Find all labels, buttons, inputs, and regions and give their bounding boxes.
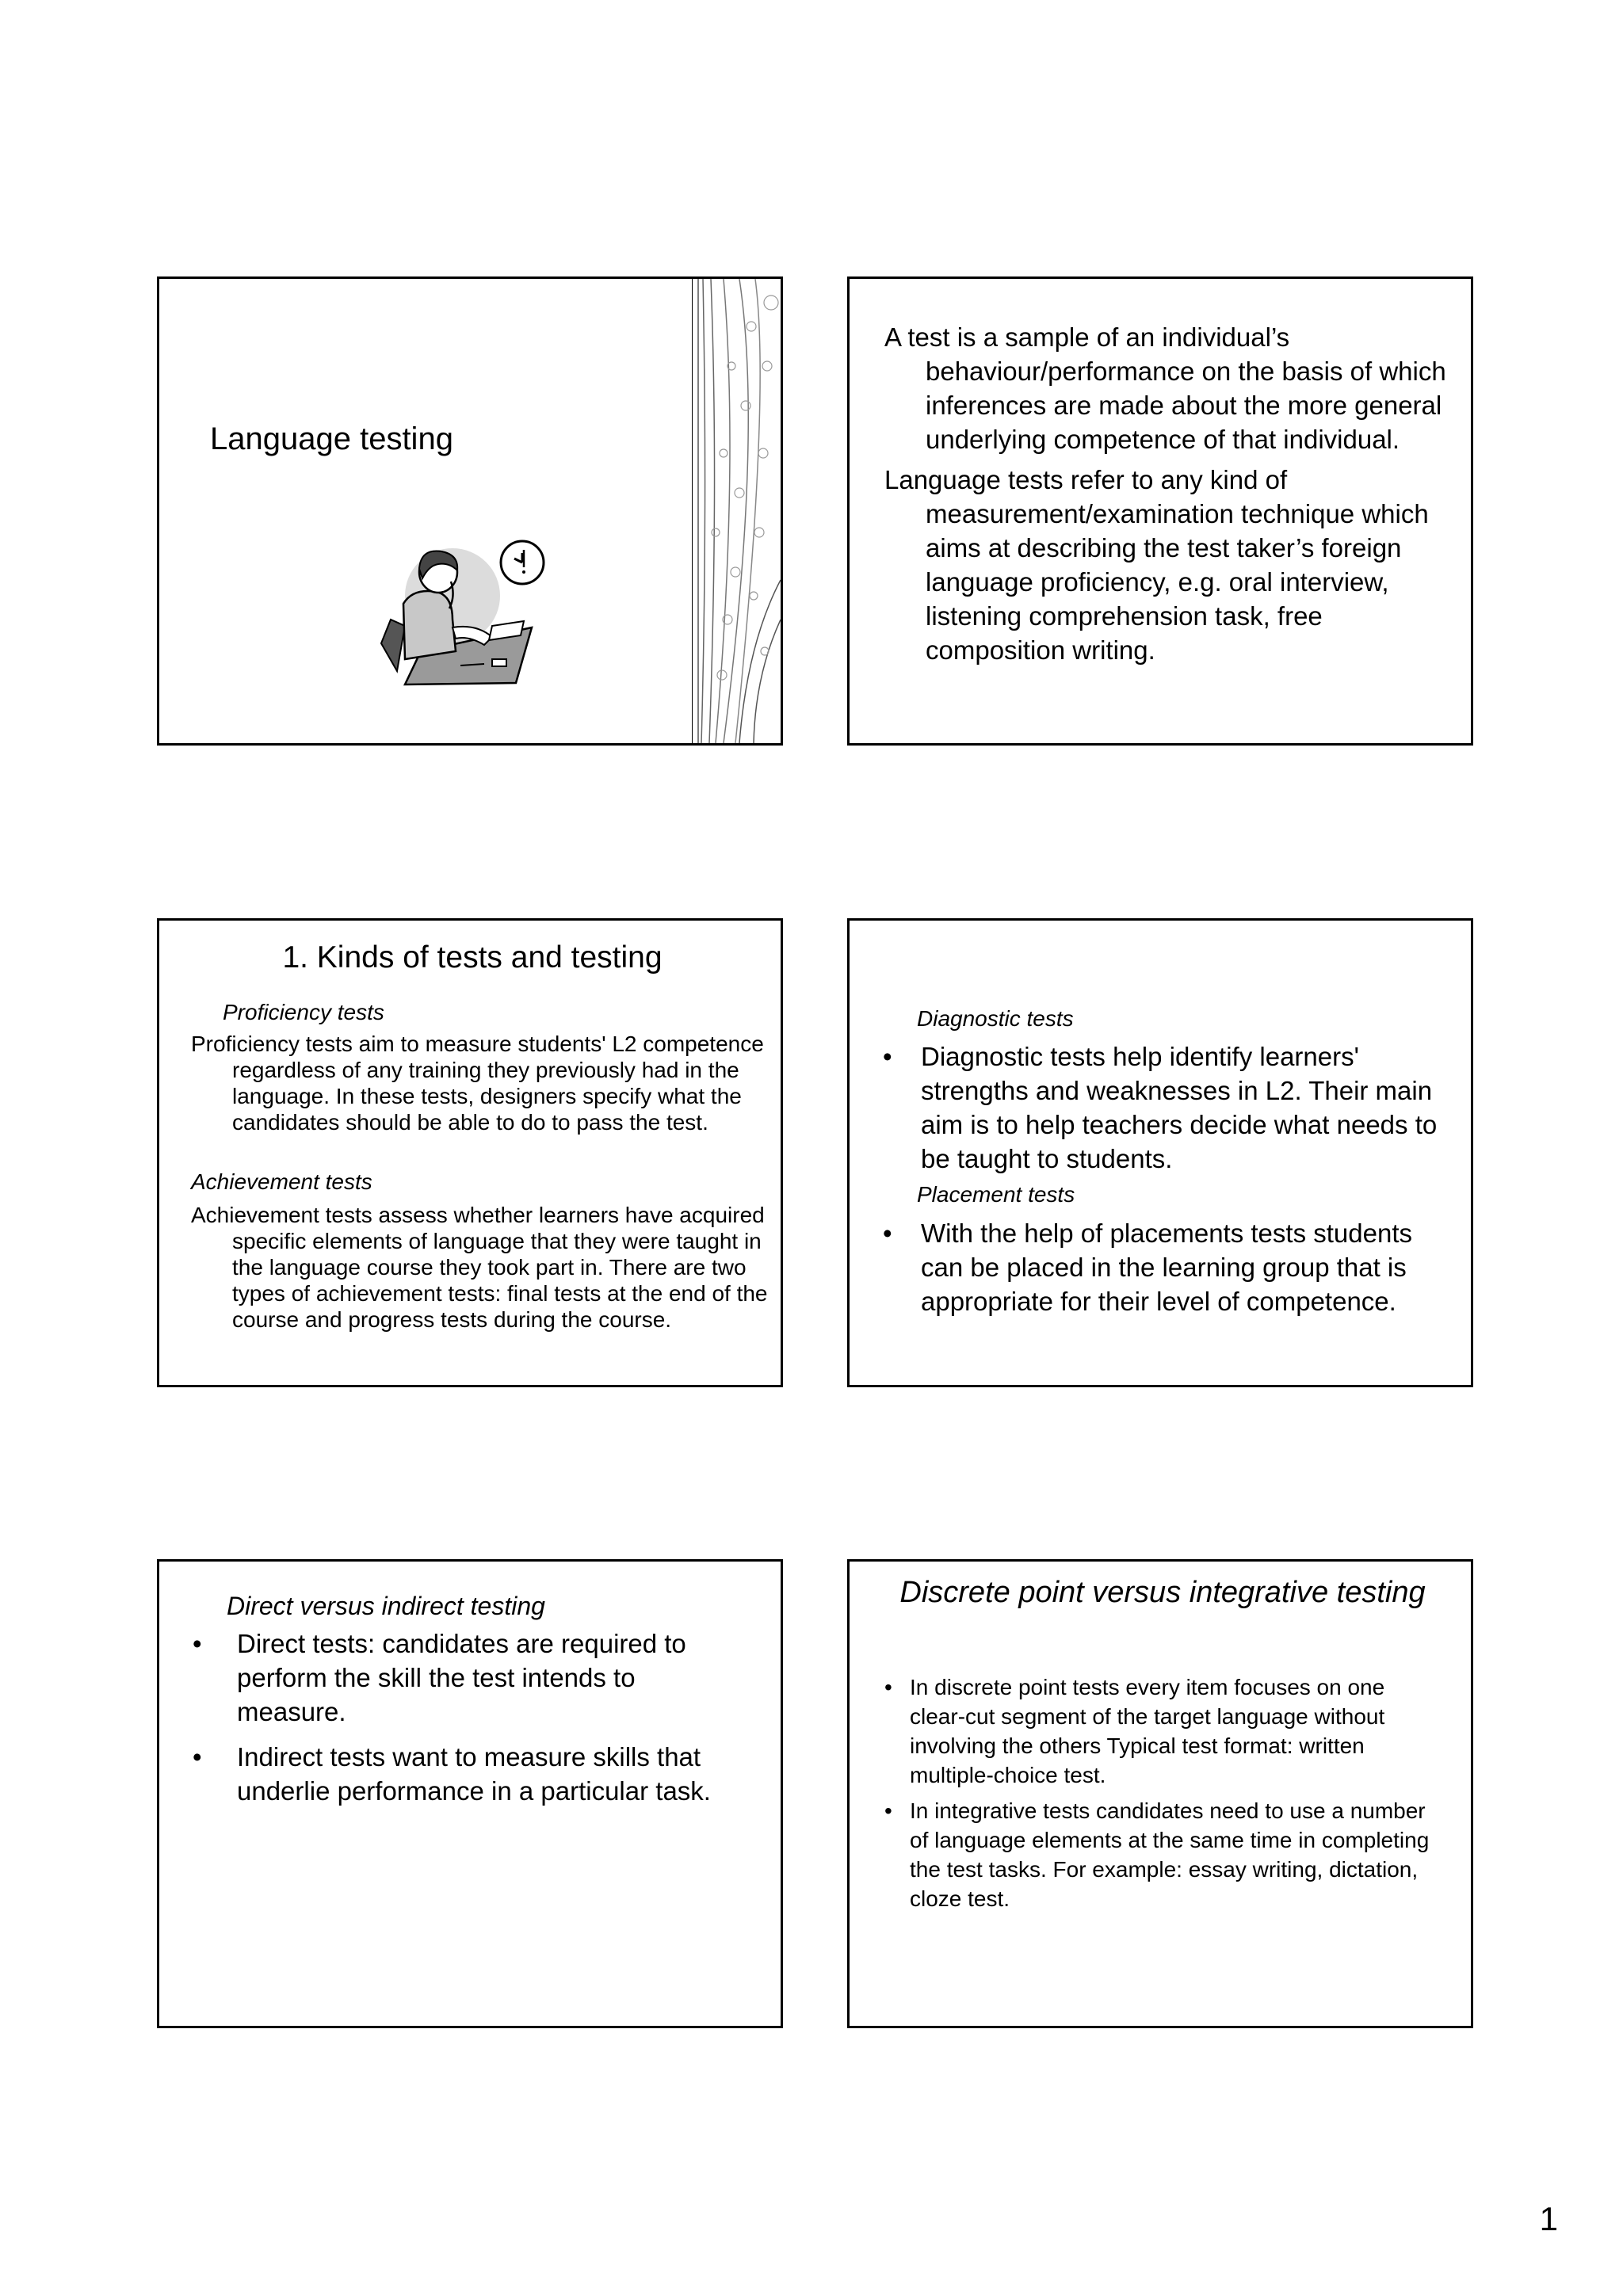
bullet-symbol: • [883,1042,892,1071]
bullet-integrative [884,1796,1431,1913]
definition-text [884,320,1455,667]
bullet-text: In discrete point tests every item focuses on one clear-cut segment of the target language without involving the others Typical test format: written multiple-choice test. [910,1675,1385,1787]
bullet-symbol: • [884,1675,892,1699]
bullet-text: In integrative tests candidates need to use a number of language elements at the same time in completing the test tasks. For example: essay writing, dictation, cloze test. [910,1798,1430,1911]
paragraph-test-definition: A test is a sample of an individual’s behaviour/performance on the basis of which inferences are made about the more general underlying competence of that individual. [884,322,1446,454]
bullet-symbol: • [884,1798,892,1823]
bullet-text: Direct tests: candidates are required to perform the skill the test intends to measure. [237,1629,686,1726]
slide-title: Language testing [210,421,453,456]
slide-4 [847,918,1473,1387]
heading-diagnostic: Diagnostic tests [917,1006,1074,1031]
student-taking-test-illustration [373,532,556,691]
slide-title: Discrete point versus integrative testing [899,1576,1426,1609]
heading-proficiency: Proficiency tests [223,1000,384,1024]
slide-title: 1. Kinds of tests and testing [282,940,663,974]
slide-6 [847,1559,1473,2028]
slide-1 [157,277,783,746]
heading-direct-indirect: Direct versus indirect testing [227,1592,545,1620]
page-number: 1 [1539,2200,1558,2237]
bullet-diagnostic [883,1039,1445,1176]
slide-3 [157,918,783,1387]
curtain-decoration [692,279,781,743]
paragraph-proficiency: Proficiency tests aim to measure students' L2 competence regardless of any training they previously had in the language. In these tests, designers specify what the candidates should be able to do to pass the test. [191,1032,764,1135]
bullet-symbol: • [193,1742,202,1772]
proficiency-text [191,1031,777,1135]
slide-2 [847,277,1473,746]
bullet-direct [193,1627,739,1729]
paragraph-language-tests: Language tests refer to any kind of measurement/examination technique which aims at describing the test taker’s foreign language proficiency, e.g. oral interview, listening comprehension task, free composition writing. [884,465,1429,665]
bullet-text: Indirect tests want to measure skills that underlie performance in a particular task. [237,1742,711,1806]
bullet-discrete-point [884,1672,1431,1790]
bullet-indirect [193,1740,739,1808]
bullet-symbol: • [193,1629,202,1658]
heading-achievement: Achievement tests [191,1169,372,1194]
bullet-text: With the help of placements tests students can be placed in the learning group that is appropriate for their level of competence. [921,1219,1412,1316]
paragraph-achievement: Achievement tests assess whether learners have acquired specific elements of language that they were taught in the language course they took part in. There are two types of achievement tests: final tests at the end of the course and progress tests during the course. [191,1203,768,1332]
achievement-text [191,1202,777,1333]
slide-5 [157,1559,783,2028]
bullet-placement [883,1216,1445,1318]
bullet-text: Diagnostic tests help identify learners' strengths and weaknesses in L2. Their main aim is to help teachers decide what needs to be taught to students. [921,1042,1438,1173]
heading-placement: Placement tests [917,1182,1075,1207]
bullet-symbol: • [883,1219,892,1248]
